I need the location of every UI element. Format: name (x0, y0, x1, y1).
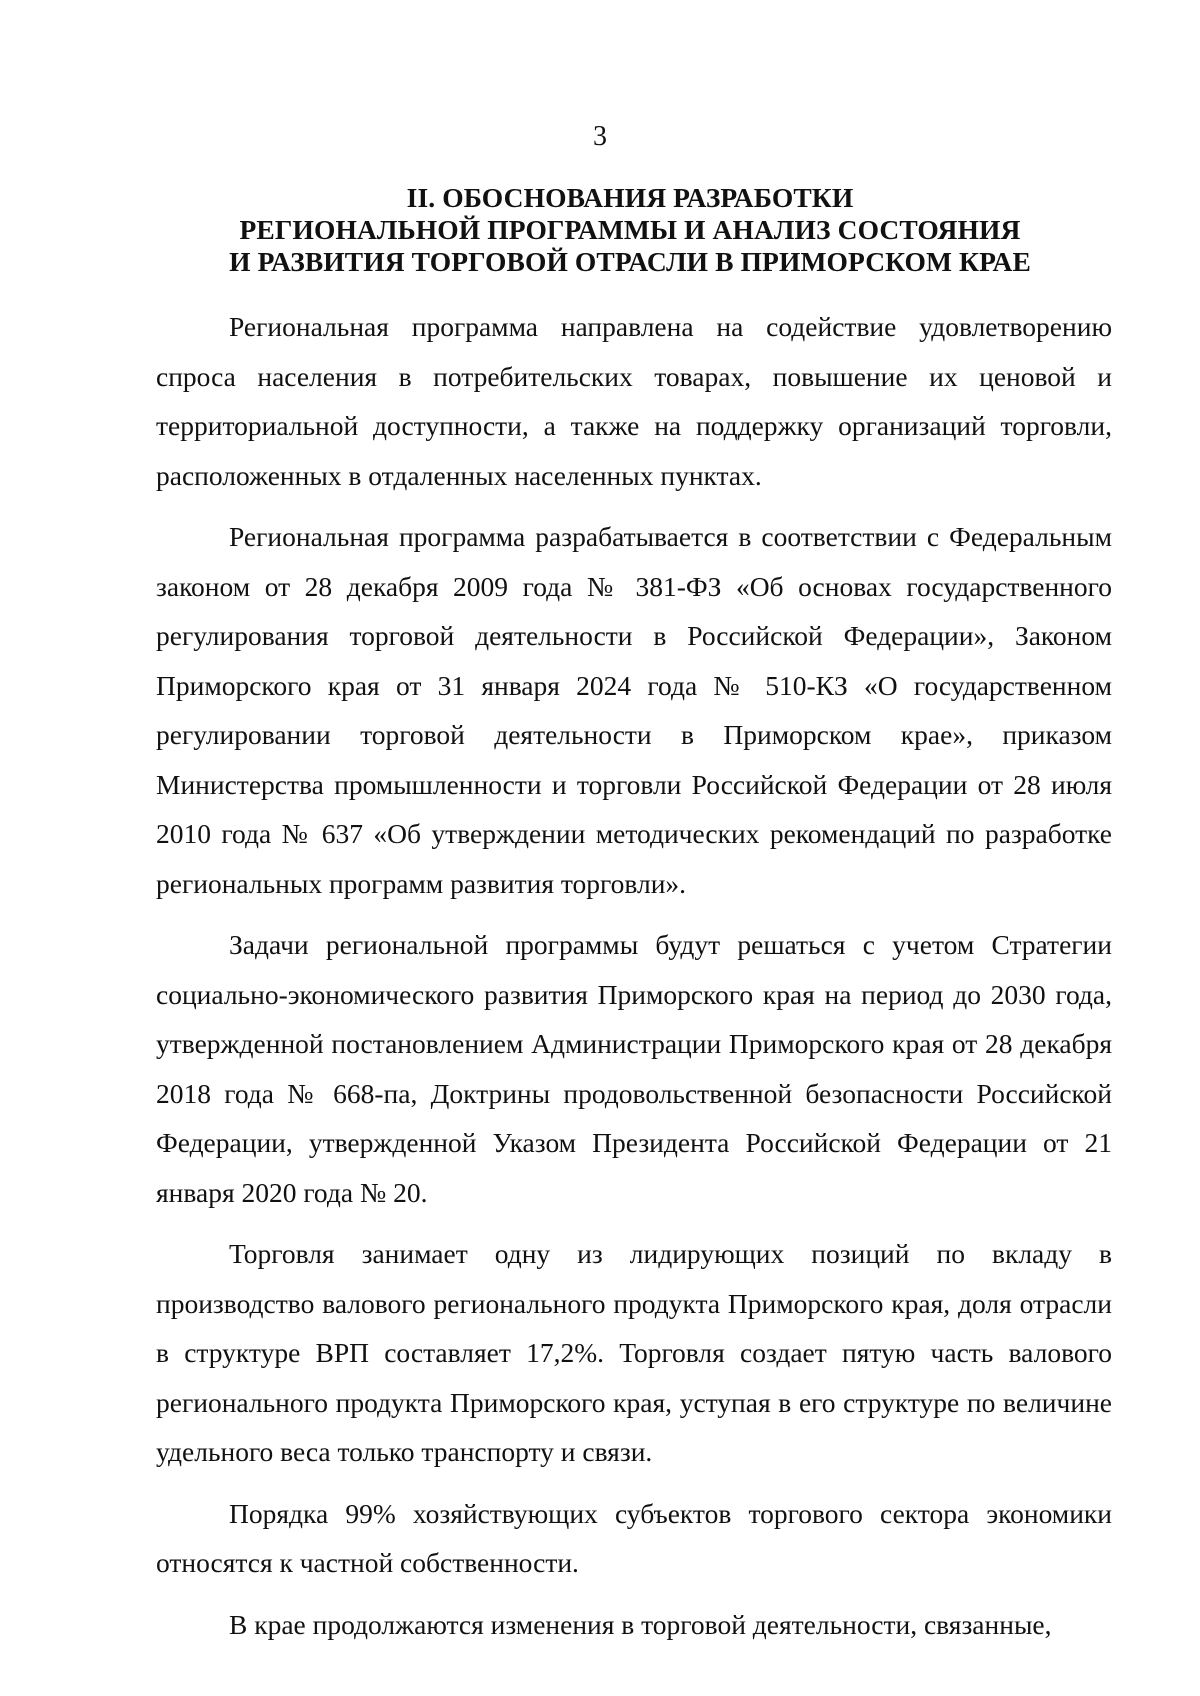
page-number: 3 (593, 121, 607, 152)
paragraph-3: Задачи региональной программы будут решаться с учетом Стратегии социально-экономического развития Приморского края на период до 2030 года, утвержденной постановлением Администрации Приморского края от 28 декабря 2018 года № 668-па, Доктрины продовольственной безопасности Российской Федерации, утвержденной Указом Президента Российской Федерации от 21 января 2020 года № 20. (156, 929, 1112, 1208)
paragraph-4: Торговля занимает одну из лидирующих позиций по вкладу в производство валового регионального продукта Приморского края, доля отрасли в структуре ВРП составляет 17,2%. Торговля создает пятую часть валового регионального продукта Приморского края, уступая в его структуре по величине удельного веса только транспорту и связи. (156, 1238, 1112, 1467)
paragraph-2: Региональная программа разрабатывается в соответствии с Федеральным законом от 28 декабря 2009 года № 381-ФЗ «Об основах государственного регулирования торговой деятельности в Российской Федерации», Законом Приморского края от 31 января 2024 года № 510-КЗ «О государственном регулировании торговой деятельности в Приморском крае», приказом Министерства промышленности и торговли Российской Федерации от 28 июля 2010 года № 637 «Об утверждении методических рекомендаций по разработке региональных программ развития торговли». (156, 521, 1112, 899)
paragraph-5: Порядка 99% хозяйствующих субъектов торгового сектора экономики относятся к частной собственности. (156, 1497, 1112, 1578)
paragraph-1: Региональная программа направлена на содействие удовлетворению спроса населения в потребительских товарах, повышение их ценовой и территориальной доступности, а также на поддержку организаций торговли, расположенных в отдаленных населенных пунктах. (156, 311, 1112, 491)
heading-line-1: II. ОБОСНОВАНИЯ РАЗРАБОТКИ (406, 182, 854, 213)
heading-line-3: И РАЗВИТИЯ ТОРГОВОЙ ОТРАСЛИ В ПРИМОРСКОМ КРАЕ (229, 246, 1031, 277)
document-body (156, 302, 1112, 1649)
section-heading (150, 182, 1110, 278)
paragraph-6: В крае продолжаются изменения в торговой деятельности, связанные, (229, 1608, 1052, 1640)
heading-line-2: РЕГИОНАЛЬНОЙ ПРОГРАММЫ И АНАЛИЗ СОСТОЯНИЯ (239, 214, 1021, 245)
